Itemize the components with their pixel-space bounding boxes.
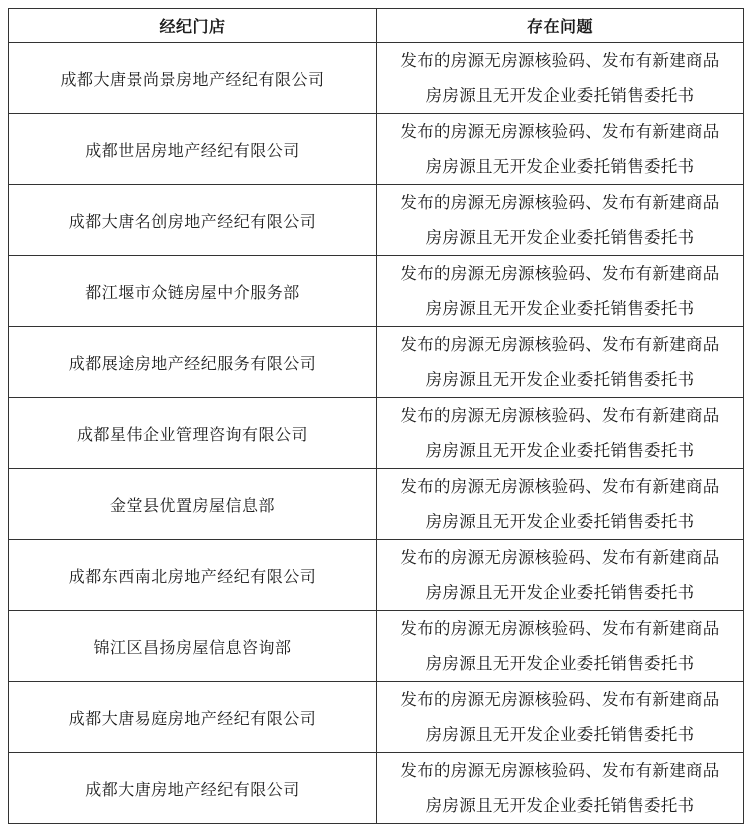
store-name-cell: 锦江区昌扬房屋信息咨询部	[9, 611, 377, 682]
issue-line: 房房源且无开发企业委托销售委托书	[425, 725, 695, 744]
table-row	[9, 256, 744, 327]
store-name-cell: 金堂县优置房屋信息部	[9, 469, 377, 540]
table-row	[9, 682, 744, 753]
issue-cell	[377, 256, 744, 327]
table-row	[9, 43, 744, 114]
issue-cell	[377, 682, 744, 753]
store-name-cell: 成都大唐易庭房地产经纪有限公司	[9, 682, 377, 753]
issue-line: 房房源且无开发企业委托销售委托书	[425, 157, 695, 176]
issue-line: 发布的房源无房源核验码、发布有新建商品	[400, 264, 720, 283]
issue-line: 房房源且无开发企业委托销售委托书	[425, 512, 695, 531]
issue-line: 发布的房源无房源核验码、发布有新建商品	[400, 761, 720, 780]
table-header-row	[9, 9, 744, 43]
issue-line: 发布的房源无房源核验码、发布有新建商品	[400, 51, 720, 70]
issue-line: 房房源且无开发企业委托销售委托书	[425, 228, 695, 247]
table-row	[9, 469, 744, 540]
issue-cell	[377, 611, 744, 682]
issue-cell	[377, 469, 744, 540]
table-row	[9, 753, 744, 824]
issue-line: 发布的房源无房源核验码、发布有新建商品	[400, 193, 720, 212]
issue-line: 房房源且无开发企业委托销售委托书	[425, 441, 695, 460]
issue-cell	[377, 753, 744, 824]
issue-line: 房房源且无开发企业委托销售委托书	[425, 370, 695, 389]
issue-line: 发布的房源无房源核验码、发布有新建商品	[400, 335, 720, 354]
issue-line: 房房源且无开发企业委托销售委托书	[425, 654, 695, 673]
issue-line: 发布的房源无房源核验码、发布有新建商品	[400, 122, 720, 141]
issue-line: 房房源且无开发企业委托销售委托书	[425, 299, 695, 318]
document-page	[8, 8, 744, 824]
table-row	[9, 398, 744, 469]
store-name-cell: 成都东西南北房地产经纪有限公司	[9, 540, 377, 611]
issue-line: 发布的房源无房源核验码、发布有新建商品	[400, 548, 720, 567]
table-row	[9, 327, 744, 398]
header-store: 经纪门店	[9, 9, 377, 43]
issue-cell	[377, 327, 744, 398]
store-name-cell: 都江堰市众链房屋中介服务部	[9, 256, 377, 327]
header-issue: 存在问题	[377, 9, 744, 43]
table-row	[9, 540, 744, 611]
issue-cell	[377, 398, 744, 469]
issue-line: 发布的房源无房源核验码、发布有新建商品	[400, 690, 720, 709]
issue-line: 房房源且无开发企业委托销售委托书	[425, 583, 695, 602]
table-row	[9, 185, 744, 256]
issue-cell	[377, 185, 744, 256]
store-name-cell: 成都大唐名创房地产经纪有限公司	[9, 185, 377, 256]
table-row	[9, 611, 744, 682]
violation-table	[8, 8, 744, 824]
store-name-cell: 成都展途房地产经纪服务有限公司	[9, 327, 377, 398]
issue-cell	[377, 540, 744, 611]
store-name-cell: 成都星伟企业管理咨询有限公司	[9, 398, 377, 469]
issue-line: 发布的房源无房源核验码、发布有新建商品	[400, 477, 720, 496]
store-name-cell: 成都大唐房地产经纪有限公司	[9, 753, 377, 824]
issue-line: 发布的房源无房源核验码、发布有新建商品	[400, 406, 720, 425]
table-body	[9, 43, 744, 824]
issue-line: 发布的房源无房源核验码、发布有新建商品	[400, 619, 720, 638]
issue-line: 房房源且无开发企业委托销售委托书	[425, 86, 695, 105]
store-name-cell: 成都世居房地产经纪有限公司	[9, 114, 377, 185]
issue-cell	[377, 114, 744, 185]
table-row	[9, 114, 744, 185]
issue-line: 房房源且无开发企业委托销售委托书	[425, 796, 695, 815]
issue-cell	[377, 43, 744, 114]
store-name-cell: 成都大唐景尚景房地产经纪有限公司	[9, 43, 377, 114]
